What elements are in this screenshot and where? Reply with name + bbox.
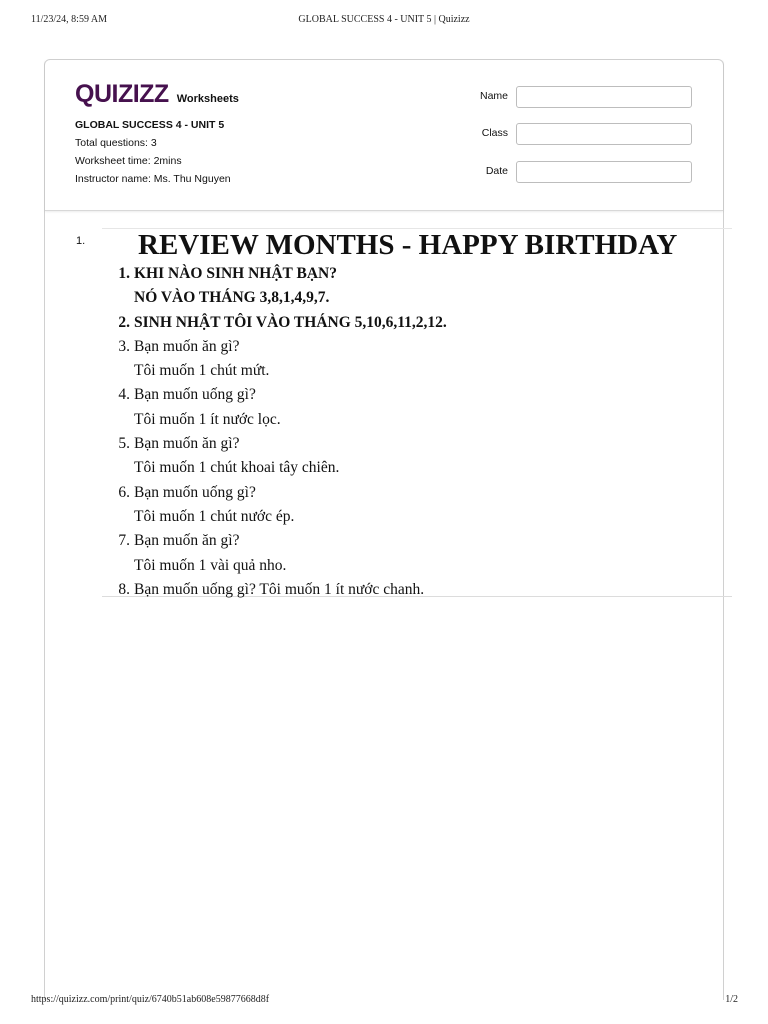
line-text: Bạn muốn ăn gì? [134, 532, 240, 550]
line-text: Bạn muốn uống gì? [134, 483, 256, 501]
line-text: Tôi muốn 1 chút nước ép. [134, 507, 295, 525]
question-line [112, 554, 447, 578]
print-datetime: 11/23/24, 8:59 AM [31, 14, 108, 25]
logo-wordmark: QUIZIZZ [75, 80, 169, 108]
print-doc-title: GLOBAL SUCCESS 4 - UNIT 5 | Quizizz [298, 14, 470, 25]
worksheet-header [45, 60, 723, 211]
line-text: Tôi muốn 1 vài quả nho. [134, 556, 287, 574]
line-number: 6. [118, 483, 130, 501]
question-line [112, 335, 447, 359]
quizizz-logo [75, 80, 239, 109]
question-line [112, 311, 447, 335]
name-label: Name [479, 90, 508, 102]
question-line [112, 505, 447, 529]
page-number: 1/2 [725, 994, 738, 1005]
class-label: Class [481, 127, 508, 139]
date-label: Date [485, 165, 508, 177]
line-text: Bạn muốn uống gì? Tôi muốn 1 ít nước chanh. [134, 580, 425, 598]
question-number: 1. [76, 235, 86, 247]
class-field[interactable] [516, 123, 692, 145]
line-number: 3. [118, 337, 130, 355]
name-field[interactable] [516, 86, 692, 108]
question-line [112, 262, 447, 286]
question-line [112, 286, 447, 310]
line-text: KHI NÀO SINH NHẬT BẠN? [134, 265, 337, 282]
line-text: Tôi muốn 1 ít nước lọc. [134, 410, 281, 428]
question-line [112, 578, 447, 602]
date-field[interactable] [516, 161, 692, 183]
line-number: 5. [118, 435, 130, 453]
question-line [112, 408, 447, 432]
line-number: 7. [118, 532, 130, 550]
line-text: Tôi muốn 1 chút khoai tây chiên. [134, 459, 340, 477]
line-text: NÓ VÀO THÁNG 3,8,1,4,9,7. [134, 289, 330, 307]
question-content [102, 228, 732, 597]
line-text: Bạn muốn uống gì? [134, 386, 256, 404]
question-title: REVIEW MONTHS - HAPPY BIRTHDAY [138, 229, 678, 261]
line-text: Bạn muốn ăn gì? [134, 435, 240, 453]
total-questions: Total questions: 3 [75, 137, 157, 149]
line-number: 2. [118, 313, 130, 331]
line-text: SINH NHẬT TÔI VÀO THÁNG 5,10,6,11,2,12. [134, 313, 447, 331]
print-url: https://quizizz.com/print/quiz/6740b51ab608e59877668d8f [31, 994, 270, 1005]
quiz-title: GLOBAL SUCCESS 4 - UNIT 5 [75, 119, 225, 131]
question-line [112, 481, 447, 505]
print-header [0, 14, 768, 30]
line-text: Bạn muốn ăn gì? [134, 337, 240, 355]
line-number: 8. [118, 580, 130, 598]
line-text: Tôi muốn 1 chút mứt. [134, 362, 270, 380]
logo-subtitle: Worksheets [176, 93, 239, 105]
question-line [112, 383, 447, 407]
worksheet-time: Worksheet time: 2mins [75, 155, 182, 167]
question-line [112, 529, 447, 553]
worksheet [44, 59, 724, 1000]
question-list [112, 262, 447, 602]
line-number: 4. [118, 386, 130, 404]
line-number: 1. [118, 265, 130, 282]
instructor-name: Instructor name: Ms. Thu Nguyen [75, 173, 231, 185]
question-line [112, 432, 447, 456]
question-line [112, 359, 447, 383]
question-line [112, 456, 447, 480]
